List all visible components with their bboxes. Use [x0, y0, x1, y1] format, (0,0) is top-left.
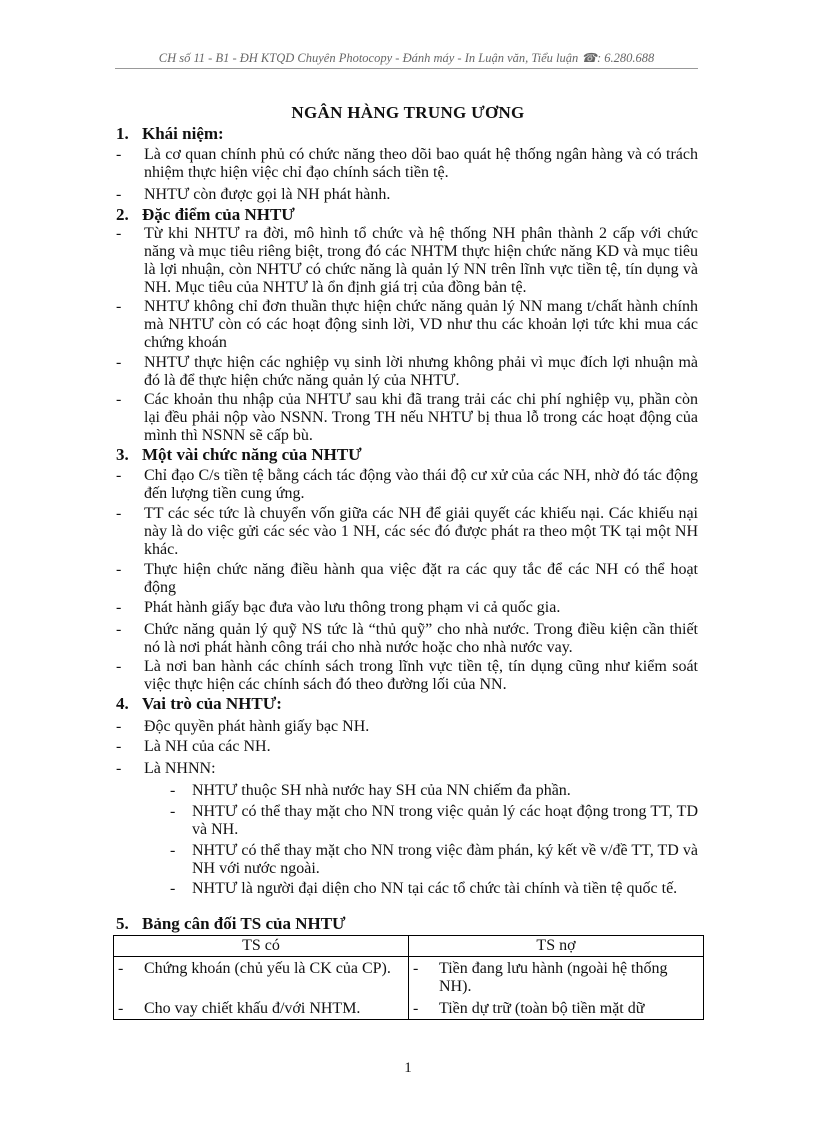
- list-item: [116, 599, 698, 617]
- list-item-text: Là NH của các NH.: [144, 738, 271, 755]
- table-row: [114, 997, 704, 1020]
- dash-bullet: -: [116, 718, 122, 735]
- dash-bullet: -: [170, 842, 176, 859]
- column-header-assets: TS có: [114, 936, 409, 957]
- list-item-text: Độc quyền phát hành giấy bạc NH.: [144, 718, 370, 735]
- list-item-text: NHTƯ thực hiện các nghiệp vụ sinh lời nhưng không phải vì mục đích lợi nhuận mà đó là để thực hiện chức năng quản lý của NHTƯ.: [144, 354, 698, 389]
- dash-bullet: -: [413, 960, 419, 977]
- list-item-text: Là cơ quan chính phủ có chức năng theo dõi bao quát hệ thống ngân hàng và có trách nhiệm thực hiện việc chỉ đạo chính sách tiền tệ.: [144, 146, 698, 181]
- dash-bullet: -: [170, 880, 176, 897]
- dash-bullet: -: [116, 146, 122, 163]
- list-item: [116, 146, 698, 182]
- cell-text: Cho vay chiết khấu đ/với NHTM.: [144, 1000, 361, 1017]
- cell-text: Chứng khoán (chủ yếu là CK của CP).: [144, 960, 391, 977]
- dash-bullet: -: [170, 803, 176, 820]
- sub-list-item: [170, 880, 698, 898]
- cell-text: Tiền dự trữ (toàn bộ tiền mặt dữ: [439, 1000, 645, 1017]
- dash-bullet: -: [116, 298, 122, 315]
- dash-bullet: -: [116, 738, 122, 755]
- list-item-text: Các khoản thu nhập của NHTƯ sau khi đã trang trải các chi phí nghiệp vụ, phần còn lại đều phải nộp vào NSNN. Trong TH nếu NHTƯ bị thua lỗ trong các hoạt động của mình thì NSNN sẽ cấp bù.: [144, 391, 698, 444]
- list-item-text: Là NHNN:: [144, 760, 216, 777]
- list-item-text: NHTƯ là người đại diện cho NN tại các tổ chức tài chính và tiền tệ quốc tế.: [192, 880, 678, 897]
- balance-sheet-table: [113, 935, 704, 1020]
- sub-list-item: [170, 803, 698, 839]
- section-heading-2: [116, 205, 295, 225]
- list-item: [116, 467, 698, 503]
- section-number: 5.: [116, 914, 129, 933]
- list-item-text: NHTƯ có thể thay mặt cho NN trong việc quản lý các hoạt động trong TT, TD và NH.: [192, 803, 698, 838]
- section-title: Vai trò của NHTƯ:: [142, 694, 282, 713]
- list-item-text: NHTƯ không chỉ đơn thuần thực hiện chức năng quản lý NN mang t/chất hành chính mà NHTƯ còn có các hoạt động sinh lời, VD như thu các khoản lợi tức khi mua các chứng khoán: [144, 298, 698, 351]
- section-title: Bảng cân đối TS của NHTƯ: [142, 914, 346, 933]
- table-row: [114, 957, 704, 998]
- list-item: [116, 391, 698, 445]
- section-heading-4: [116, 694, 282, 714]
- sub-list-item: [170, 782, 698, 800]
- sub-list-item: [170, 842, 698, 878]
- list-item-text: NHTƯ còn được gọi là NH phát hành.: [144, 186, 391, 203]
- dash-bullet: -: [116, 599, 122, 616]
- list-item-text: TT các séc tức là chuyển vốn giữa các NH để giải quyết các khiếu nại. Các khiếu nại này là do việc gửi các séc vào 1 NH, các séc đó được phát ra theo một TK tại một NH khác.: [144, 505, 698, 558]
- table-cell: [114, 957, 409, 998]
- page-header: CH số 11 - B1 - ĐH KTQD Chuyên Photocopy - Đánh máy - In Luận văn, Tiểu luận ☎: 6.280.688: [115, 50, 698, 69]
- dash-bullet: -: [116, 760, 122, 777]
- list-item-text: Thực hiện chức năng điều hành qua việc đặt ra các quy tắc để các NH có thể hoạt động: [144, 561, 698, 596]
- section-heading-3: [116, 445, 362, 465]
- list-item: [116, 505, 698, 559]
- list-item-text: Chức năng quản lý quỹ NS tức là “thủ quỹ” cho nhà nước. Trong điều kiện cần thiết nó là nơi phát hành công trái cho nhà nước hoặc cho nhà nước vay.: [144, 621, 698, 656]
- dash-bullet: -: [118, 960, 124, 977]
- cell-text: Tiền đang lưu hành (ngoài hệ thống NH).: [439, 960, 668, 995]
- page-number: 1: [404, 1060, 412, 1076]
- dash-bullet: -: [116, 561, 122, 578]
- list-item: [116, 738, 698, 756]
- section-number: 3.: [116, 445, 129, 464]
- list-item: [116, 298, 698, 352]
- list-item: [116, 561, 698, 597]
- table-header-row: [114, 936, 704, 957]
- section-title: Khái niệm:: [142, 124, 224, 143]
- table-cell: [114, 997, 409, 1020]
- dash-bullet: -: [116, 467, 122, 484]
- list-item-text: NHTƯ thuộc SH nhà nước hay SH của NN chiếm đa phần.: [192, 782, 571, 799]
- list-item-text: NHTƯ có thể thay mặt cho NN trong việc đàm phán, ký kết về v/đề TT, TD và NH với nước ngoài.: [192, 842, 698, 877]
- dash-bullet: -: [413, 1000, 419, 1017]
- list-item-text: Phát hành giấy bạc đưa vào lưu thông trong phạm vi cả quốc gia.: [144, 599, 561, 616]
- list-item: [116, 760, 698, 778]
- dash-bullet: -: [116, 186, 122, 203]
- dash-bullet: -: [118, 1000, 124, 1017]
- list-item: [116, 621, 698, 657]
- column-header-liabilities: TS nợ: [409, 936, 704, 957]
- section-heading-5: [116, 914, 346, 934]
- list-item: [116, 354, 698, 390]
- section-title: Một vài chức năng của NHTƯ: [142, 445, 362, 464]
- list-item: [116, 225, 698, 297]
- list-item: [116, 186, 698, 204]
- table-cell: [409, 997, 704, 1020]
- dash-bullet: -: [116, 391, 122, 408]
- dash-bullet: -: [116, 658, 122, 675]
- list-item: [116, 718, 698, 736]
- section-number: 4.: [116, 694, 129, 713]
- list-item-text: Là nơi ban hành các chính sách trong lĩnh vực tiền tệ, tín dụng cũng như kiểm soát việc thực hiện các chính sách đó theo đường lối của NN.: [144, 658, 698, 693]
- dash-bullet: -: [170, 782, 176, 799]
- document-title: NGÂN HÀNG TRUNG ƯƠNG: [291, 103, 525, 122]
- list-item: [116, 658, 698, 694]
- section-heading-1: [116, 124, 224, 144]
- dash-bullet: -: [116, 621, 122, 638]
- section-title: Đặc điểm của NHTƯ: [142, 205, 295, 224]
- dash-bullet: -: [116, 354, 122, 371]
- section-number: 1.: [116, 124, 129, 143]
- dash-bullet: -: [116, 225, 122, 242]
- section-number: 2.: [116, 205, 129, 224]
- dash-bullet: -: [116, 505, 122, 522]
- list-item-text: Chỉ đạo C/s tiền tệ bằng cách tác động vào thái độ cư xử của các NH, nhờ đó tác động đến lượng tiền cung ứng.: [144, 467, 698, 502]
- list-item-text: Từ khi NHTƯ ra đời, mô hình tổ chức và hệ thống NH phân thành 2 cấp với chức năng và mục tiêu riêng biệt, trong đó các NHTM thực hiện chức năng KD và mục tiêu là lợi nhuận, còn NHTƯ có chức năng là quản lý NN trên lĩnh vực tiền tệ, tín dụng và NH. Mục tiêu của NHTƯ là ổn định giá trị của đồng bản tệ.: [144, 225, 698, 296]
- table-cell: [409, 957, 704, 998]
